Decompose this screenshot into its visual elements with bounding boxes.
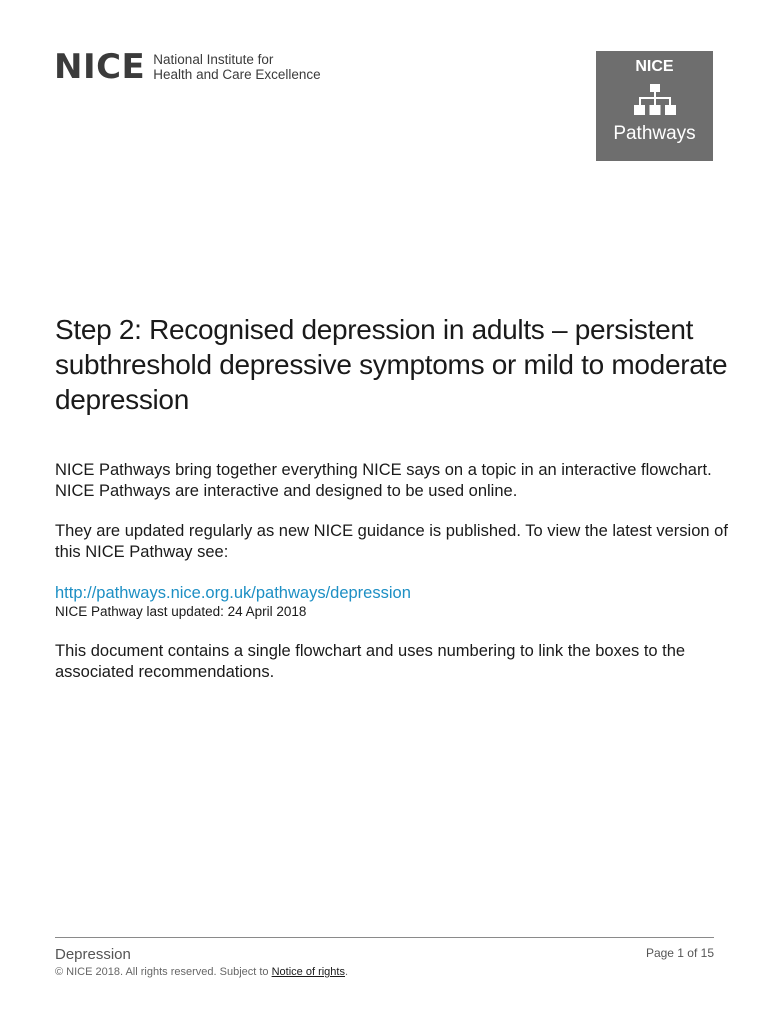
badge-title: NICE [635, 58, 674, 75]
logo-wordmark: NICE [54, 47, 146, 87]
logo-subtitle [153, 52, 320, 82]
last-updated-text: NICE Pathway last updated: 24 April 2018 [55, 604, 307, 619]
nice-pathways-badge [596, 51, 713, 161]
pathway-link[interactable]: http://pathways.nice.org.uk/pathways/depression [55, 584, 411, 602]
page-number: Page 1 of 15 [645, 946, 714, 960]
logo-subtitle-line1: National Institute for [153, 52, 274, 67]
flowchart-note-paragraph: This document contains a single flowchart and uses numbering to link the boxes to the associated recommendations. [55, 642, 686, 681]
flowchart-icon [633, 83, 677, 119]
nice-logo [54, 47, 321, 87]
intro-paragraph: NICE Pathways bring together everything NICE says on a topic in an interactive flowchart. NICE Pathways are interactive and designed to be used online. [55, 461, 712, 500]
copyright-notice [55, 966, 348, 978]
update-paragraph: They are updated regularly as new NICE guidance is published. To view the latest version of this NICE Pathway see: [55, 522, 728, 561]
notice-of-rights-link[interactable]: Notice of rights [271, 966, 345, 978]
badge-label: Pathways [613, 123, 696, 144]
logo-subtitle-line2: Health and Care Excellence [153, 67, 321, 82]
page-title: Step 2: Recognised depression in adults – persistent subthreshold depressive symptoms or mild to moderate depression [55, 314, 728, 415]
copyright-period: . [344, 966, 349, 978]
footer-divider [55, 937, 714, 938]
footer-title: Depression [55, 946, 131, 963]
copyright-text: © NICE 2018. All rights reserved. Subject to [55, 966, 272, 978]
